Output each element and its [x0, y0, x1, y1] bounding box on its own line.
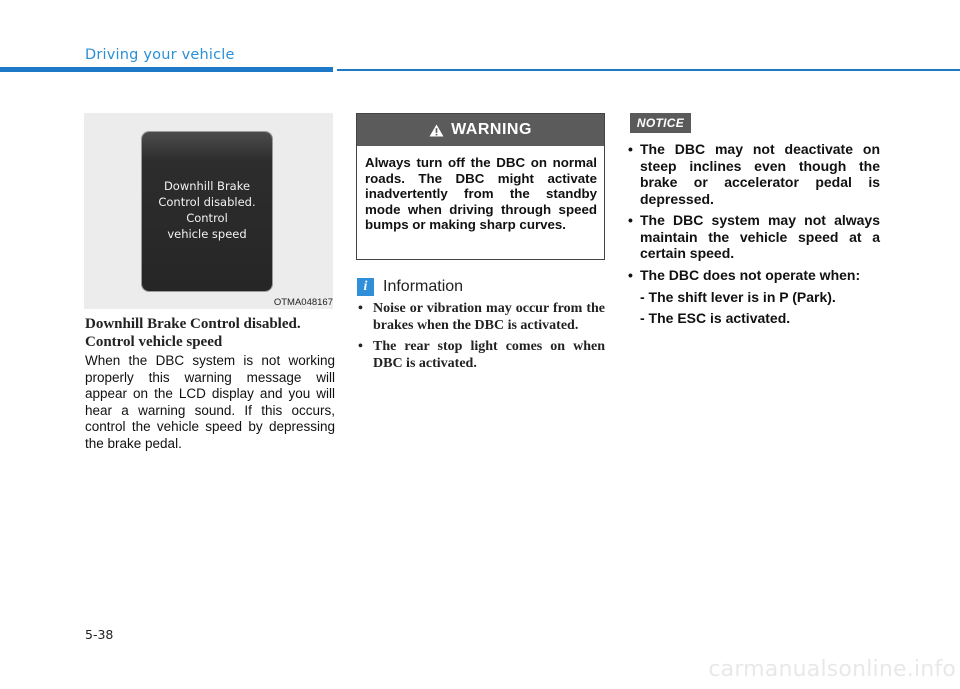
information-heading — [357, 278, 463, 296]
watermark: carmanualsonline.info — [708, 657, 956, 682]
lcd-figure — [84, 113, 333, 309]
lcd-line: vehicle speed — [167, 227, 247, 241]
body-paragraph: When the DBC system is not working properly this warning message will appear on the LCD display and you will hear a warning sound. If this occurs, control the vehicle speed by depressing the brake pedal. — [85, 353, 335, 451]
list-item: • The DBC may not deactivate on steep inclines even though the brake or accelerator pedal is depressed. — [628, 141, 880, 207]
lcd-line: Control — [186, 211, 228, 225]
lcd-line: Downhill Brake — [163, 179, 251, 193]
notice-list — [628, 141, 880, 331]
list-item: • Noise or vibration may occur from the brakes when the DBC is activated. — [357, 300, 605, 334]
header-rule-thin — [337, 69, 960, 71]
notice-badge: NOTICE — [630, 113, 691, 133]
warning-triangle-icon — [429, 124, 444, 137]
list-item-label: The DBC does not operate when: — [640, 266, 861, 283]
information-list — [357, 300, 605, 376]
list-item: • The rear stop light comes on when DBC is activated. — [357, 338, 605, 372]
header-rule-thick — [0, 67, 333, 72]
lcd-message — [142, 178, 272, 242]
warning-title: WARNING — [451, 121, 532, 138]
list-item-with-subitems — [628, 267, 880, 327]
warning-header — [357, 114, 604, 146]
section-title: Driving your vehicle — [85, 47, 235, 63]
info-icon: i — [357, 278, 374, 296]
sub-list-item: - The ESC is activated. — [640, 309, 791, 326]
lcd-display — [142, 132, 272, 291]
sub-list — [640, 289, 880, 326]
figure-caption: Downhill Brake Control disabled. Control vehicle speed — [85, 316, 301, 350]
sub-list-item: - The shift lever is in P (Park). — [640, 289, 836, 305]
figure-code: OTMA048167 — [273, 297, 333, 308]
page-number: 5-38 — [85, 627, 114, 642]
warning-box — [356, 113, 605, 260]
information-title: Information — [383, 278, 464, 295]
lcd-line: Control disabled. — [158, 195, 256, 209]
list-item: • The DBC system may not always maintain the vehicle speed at a certain speed. — [628, 212, 880, 262]
warning-text: Always turn off the DBC on normal roads. The DBC might activate inadvertently from the standby mode when driving through speed bumps or making sharp curves. — [365, 155, 597, 233]
